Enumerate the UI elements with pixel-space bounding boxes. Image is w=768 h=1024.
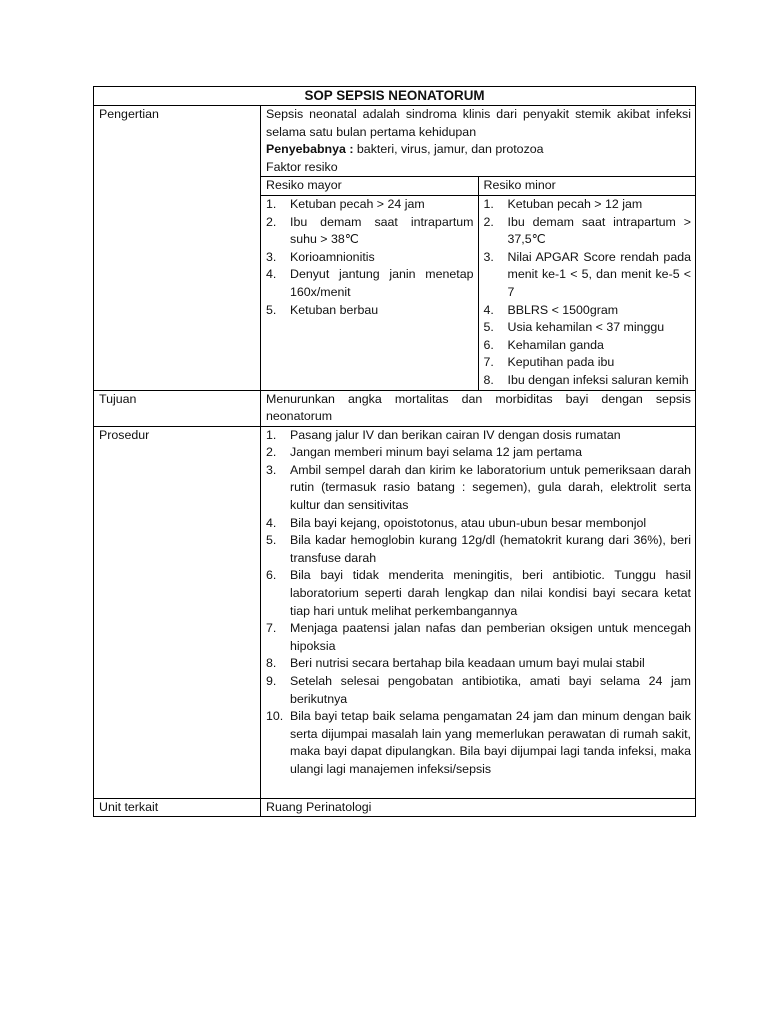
- unit-text: Ruang Perinatologi: [261, 798, 696, 817]
- procedure-step: [266, 444, 691, 462]
- sop-document: [93, 86, 696, 817]
- procedure-step: [266, 673, 691, 708]
- minor-risk-item: [484, 319, 692, 337]
- procedure-step: [266, 532, 691, 567]
- list-item-text: Denyut jantung janin menetap 160x/menit: [290, 267, 474, 299]
- risk-header-row: [261, 177, 695, 196]
- minor-heading: Resiko minor: [478, 177, 695, 196]
- risk-list-row: [261, 195, 695, 389]
- document-title: SOP SEPSIS NEONATORUM: [94, 87, 696, 106]
- list-number: 7.: [266, 621, 277, 636]
- list-item-text: Ketuban pecah > 12 jam: [507, 196, 643, 211]
- list-number: 5.: [483, 320, 494, 335]
- list-item-text: Setelah selesai pengobatan antibiotika, amati bayi selama 24 jam berikutnya: [290, 674, 691, 706]
- list-number: 6.: [483, 337, 494, 352]
- major-risk-item: [266, 196, 474, 214]
- list-item-text: Bila bayi tidak menderita meningitis, beri antibiotic. Tunggu hasil laboratorium seperti darah lengkap dan nilai kondisi bayi secara ketat tiap hari untuk melihat perkembangannya: [290, 568, 691, 618]
- list-number: 2.: [483, 214, 494, 229]
- minor-risk-item: [484, 337, 692, 355]
- prosedur-label: Prosedur: [94, 426, 261, 798]
- minor-risk-list: [484, 196, 692, 390]
- procedure-step: [266, 462, 691, 515]
- unit-label: Unit terkait: [94, 798, 261, 817]
- prosedur-row: [94, 426, 696, 798]
- procedure-step: [266, 708, 691, 778]
- procedure-step: [266, 515, 691, 533]
- list-number: 4.: [266, 267, 277, 282]
- list-number: 6.: [266, 568, 277, 583]
- list-number: 10.: [266, 709, 284, 724]
- list-item-text: Nilai APGAR Score rendah pada menit ke-1 < 5, dan menit ke-5 < 7: [507, 249, 691, 299]
- list-number: 1.: [483, 196, 494, 211]
- list-item-text: Ketuban berbau: [290, 302, 379, 317]
- list-item-text: Menjaga paatensi jalan nafas dan pemberian oksigen untuk mencegah hipoksia: [290, 621, 691, 653]
- list-number: 3.: [266, 462, 277, 477]
- cause-text: bakteri, virus, jamur, dan protozoa: [353, 142, 544, 157]
- list-number: 5.: [266, 533, 277, 548]
- pengertian-content: [261, 106, 696, 391]
- pengertian-definition: Sepsis neonatal adalah sindroma klinis dari penyakit stemik akibat infeksi selama satu bulan pertama kehidupan: [266, 107, 691, 139]
- unit-row: [94, 798, 696, 817]
- major-risk-list: [266, 196, 474, 319]
- list-item-text: Jangan memberi minum bayi selama 12 jam pertama: [290, 445, 582, 460]
- major-risk-item: [266, 302, 474, 320]
- list-item-text: Ibu demam saat intrapartum suhu > 38℃: [290, 214, 474, 247]
- major-risk-item: [266, 214, 474, 249]
- tujuan-label: Tujuan: [94, 390, 261, 426]
- minor-risk-item: [484, 214, 692, 249]
- title-row: [94, 87, 696, 106]
- list-number: 3.: [483, 249, 494, 264]
- list-number: 2.: [266, 445, 277, 460]
- list-item-text: Bila bayi kejang, opoistotonus, atau ubun-ubun besar membonjol: [290, 515, 647, 530]
- list-number: 9.: [266, 674, 277, 688]
- list-item-text: Beri nutrisi secara bertahap bila keadaan umum bayi mulai stabil: [290, 656, 645, 671]
- list-number: 8.: [266, 656, 277, 671]
- list-number: 4.: [483, 302, 494, 317]
- list-item-text: Korioamnionitis: [290, 249, 375, 264]
- risk-heading: Faktor resiko: [266, 159, 338, 174]
- cause-line: [266, 141, 691, 159]
- list-number: 8.: [483, 372, 494, 387]
- list-number: 3.: [266, 249, 277, 264]
- minor-risk-item: [484, 196, 692, 214]
- pengertian-row: [94, 106, 696, 391]
- list-number: 1.: [266, 427, 277, 442]
- list-number: 5.: [266, 302, 277, 317]
- risk-table: [261, 176, 695, 389]
- list-item-text: Ibu dengan infeksi saluran kemih: [507, 372, 689, 387]
- minor-risk-item: [484, 249, 692, 302]
- procedure-step: [266, 655, 691, 673]
- list-item-text: Ibu demam saat intrapartum > 37,5℃: [507, 214, 691, 247]
- sop-table: [93, 86, 696, 817]
- minor-risk-item: [484, 302, 692, 320]
- list-item-text: Kehamilan ganda: [507, 337, 604, 352]
- list-item-text: Usia kehamilan < 37 minggu: [507, 320, 665, 335]
- list-item-text: Bila kadar hemoglobin kurang 12g/dl (hematokrit kurang dari 36%), beri transfuse darah: [290, 533, 691, 565]
- list-item-text: Ketuban pecah > 24 jam: [290, 196, 425, 211]
- procedure-step-list: [266, 427, 691, 779]
- tujuan-row: [94, 390, 696, 426]
- procedure-step: [266, 620, 691, 655]
- major-risk-item: [266, 249, 474, 267]
- list-number: 2.: [266, 214, 277, 229]
- list-item-text: BBLRS < 1500gram: [507, 302, 619, 317]
- list-item-text: Keputihan pada ibu: [507, 355, 615, 370]
- list-number: 7.: [483, 355, 494, 370]
- cause-label: Penyebabnya :: [266, 142, 354, 157]
- list-item-text: Pasang jalur IV dan berikan cairan IV dengan dosis rumatan: [290, 427, 621, 442]
- list-number: 4.: [266, 515, 277, 530]
- list-item-text: Ambil sempel darah dan kirim ke laboratorium untuk pemeriksaan darah rutin (termasuk rasio batang : segemen), gula darah, elektrolit serta kultur dan sensitivitas: [290, 462, 691, 513]
- tujuan-text: Menurunkan angka mortalitas dan morbiditas bayi dengan sepsis neonatorum: [261, 390, 696, 426]
- list-item-text: Bila bayi tetap baik selama pengamatan 24 jam dan minum dengan baik serta dijumpai masalah lain yang memerlukan perawatan di rumah sakit, maka bayi dapat dipulangkan. Bila bayi dijumpai lagi tanda infeksi, maka ulangi lagi manajemen infeksi/sepsis: [290, 709, 691, 776]
- major-heading: Resiko mayor: [261, 177, 478, 196]
- minor-risk-item: [484, 372, 692, 390]
- list-number: 1.: [266, 196, 277, 211]
- minor-risk-item: [484, 354, 692, 372]
- major-risk-item: [266, 266, 474, 301]
- pengertian-label: Pengertian: [94, 106, 261, 391]
- procedure-step: [266, 427, 691, 445]
- procedure-step: [266, 567, 691, 620]
